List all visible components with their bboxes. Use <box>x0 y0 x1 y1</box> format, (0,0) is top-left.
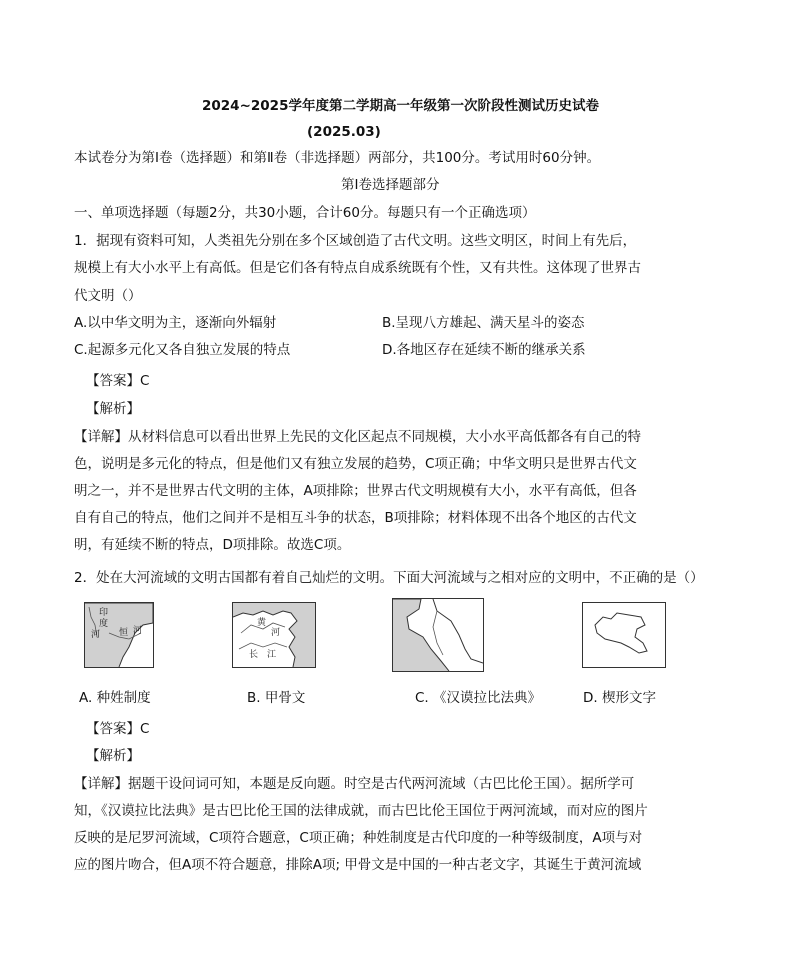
q1-detail-line-2: 色，说明是多元化的特点，但是他们又有独立发展的趋势，C项正确；中华文明只是世界古代文 <box>74 456 637 472</box>
q1-detail-line-4: 自有自己的特点，他们之间并不是相互斗争的状态，B项排除；材料体现不出各个地区的古代文 <box>74 510 637 526</box>
map-nile <box>392 598 484 672</box>
q2-answer: 【答案】C <box>86 721 150 737</box>
exam-title: 2024~2025学年度第二学期高一年级第一次阶段性测试历史试卷 <box>202 98 599 114</box>
map-b-label-4: 江 <box>267 650 277 660</box>
map-a-label-2: 度 <box>99 619 109 629</box>
q1-detail-line-5: 明，有延续不断的特点，D项排除。故选C项。 <box>74 537 351 553</box>
q1-stem-line-1: 1．据现有资料可知，人类祖先分别在多个区域创造了古代文明。这些文明区，时间上有先后， <box>74 233 637 249</box>
map-b-label-1: 黄 <box>257 618 267 628</box>
q2-caption-c: C. 《汉谟拉比法典》 <box>415 690 542 706</box>
map-a-label-4: 恒 <box>119 628 129 638</box>
q2-detail-line-3: 反映的是尼罗河流域，C项符合题意，C项正确；种姓制度是古代印度的一种等级制度，A项与对 <box>74 830 643 846</box>
q1-detail-line-3: 明之一，并不是世界古代文明的主体，A项排除；世界古代文明规模有大小，水平有高低，但各 <box>74 483 637 499</box>
q2-detail-line-4: 应的图片吻合，但A项不符合题意，排除A项; 甲骨文是中国的一种古老文字，其诞生于黄河流域 <box>74 857 642 873</box>
q1-detail-line-1: 【详解】从材料信息可以看出世界上先民的文化区起点不同规模，大小水平高低都各有自己的特 <box>74 429 641 445</box>
q1-option-d: D.各地区存在延续不断的继承关系 <box>382 342 586 358</box>
q2-detail-line-1: 【详解】据题干设问词可知，本题是反向题。时空是古代两河流域（古巴比伦王国）。据所学可 <box>74 776 635 792</box>
map-a-label-1: 印 <box>99 608 109 618</box>
map-mesopotamia <box>582 602 666 668</box>
map-a-label-3: 河 <box>91 630 101 640</box>
q2-analysis-label: 【解析】 <box>86 748 140 764</box>
q1-option-b: B.呈现八方雄起、满天星斗的姿态 <box>382 315 585 331</box>
map-china <box>232 602 316 668</box>
q1-answer: 【答案】C <box>86 373 150 389</box>
q1-option-c: C.起源多元化又各自独立发展的特点 <box>74 342 291 358</box>
part-title: 第Ⅰ卷选择题部分 <box>341 177 440 193</box>
q2-caption-b: B. 甲骨文 <box>247 690 306 706</box>
map-b-label-3: 长 <box>249 650 259 660</box>
q1-stem-line-3: 代文明（） <box>74 288 142 304</box>
exam-date: (2025.03) <box>307 124 381 140</box>
exam-intro: 本试卷分为第Ⅰ卷（选择题）和第Ⅱ卷（非选择题）两部分，共100分。考试用时60分钟。 <box>74 150 601 166</box>
q1-option-a: A.以中华文明为主，逐渐向外辐射 <box>74 315 277 331</box>
q1-analysis-label: 【解析】 <box>86 401 140 417</box>
q2-caption-a: A. 种姓制度 <box>79 690 151 706</box>
map-india <box>84 602 154 668</box>
map-b-label-2: 河 <box>271 628 281 638</box>
map-a-label-5: 河 <box>133 626 143 636</box>
section-title: 一、单项选择题（每题2分，共30小题，合计60分。每题只有一个正确选项） <box>74 205 536 221</box>
q2-stem: 2．处在大河流域的文明古国都有着自己灿烂的文明。下面大河流域与之相对应的文明中，不正确的是（） <box>74 570 704 586</box>
q1-stem-line-2: 规模上有大小水平上有高低。但是它们各有特点自成系统既有个性，又有共性。这体现了世界古 <box>74 260 641 276</box>
q2-caption-d: D. 楔形文字 <box>583 690 656 706</box>
q2-detail-line-2: 知，《汉谟拉比法典》是古巴比伦王国的法律成就，而古巴比伦王国位于两河流域，而对应的图片 <box>74 803 648 819</box>
